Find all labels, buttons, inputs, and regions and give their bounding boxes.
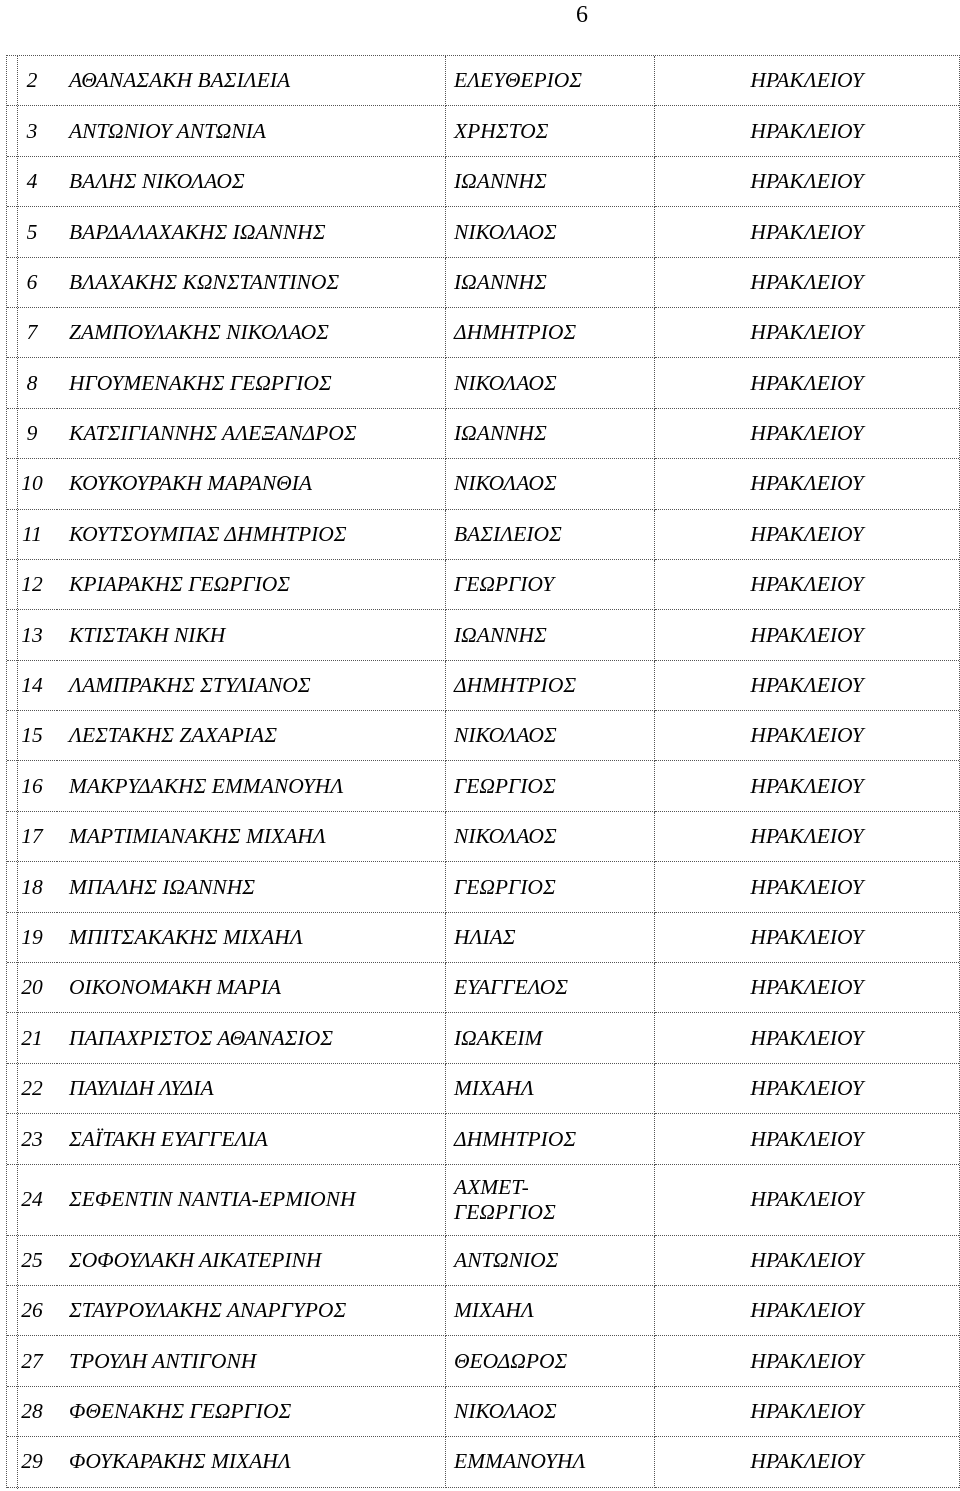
city-cell: ΗΡΑΚΛΕΙΟΥ — [655, 106, 960, 156]
row-number: 24 — [7, 1164, 57, 1235]
father-name-cell: ΙΩΑΝΝΗΣ — [446, 156, 655, 206]
row-number: 21 — [7, 1013, 57, 1063]
father-name-cell: ΙΩΑΝΝΗΣ — [446, 257, 655, 307]
page-number: 6 — [576, 2, 588, 28]
row-number: 20 — [7, 963, 57, 1013]
father-name-cell: ΙΩΑΚΕΙΜ — [446, 1013, 655, 1063]
father-name-cell: ΝΙΚΟΛΑΟΣ — [446, 811, 655, 861]
row-number: 19 — [7, 912, 57, 962]
full-name-cell: ΠΑΥΛΙΔΗ ΛΥΔΙΑ — [57, 1063, 446, 1113]
roster-table-body — [7, 56, 959, 1487]
city-cell: ΗΡΑΚΛΕΙΟΥ — [655, 610, 960, 660]
city-cell: ΗΡΑΚΛΕΙΟΥ — [655, 1336, 960, 1386]
row-number: 27 — [7, 1336, 57, 1386]
city-cell: ΗΡΑΚΛΕΙΟΥ — [655, 1013, 960, 1063]
row-number: 29 — [7, 1437, 57, 1487]
full-name-cell: ΚΟΥΚΟΥΡΑΚΗ ΜΑΡΑΝΘΙΑ — [57, 459, 446, 509]
row-number: 17 — [7, 811, 57, 861]
city-cell: ΗΡΑΚΛΕΙΟΥ — [655, 257, 960, 307]
table-row — [7, 1114, 959, 1164]
city-cell: ΗΡΑΚΛΕΙΟΥ — [655, 559, 960, 609]
row-number: 7 — [7, 307, 57, 357]
city-cell: ΗΡΑΚΛΕΙΟΥ — [655, 1437, 960, 1487]
full-name-cell: ΜΠΙΤΣΑΚΑΚΗΣ ΜΙΧΑΗΛ — [57, 912, 446, 962]
table-row — [7, 1386, 959, 1436]
table-row — [7, 912, 959, 962]
city-cell: ΗΡΑΚΛΕΙΟΥ — [655, 509, 960, 559]
father-name-cell: ΓΕΩΡΓΙΟΥ — [446, 559, 655, 609]
row-number: 23 — [7, 1114, 57, 1164]
city-cell: ΗΡΑΚΛΕΙΟΥ — [655, 358, 960, 408]
city-cell: ΗΡΑΚΛΕΙΟΥ — [655, 1114, 960, 1164]
city-cell: ΗΡΑΚΛΕΙΟΥ — [655, 408, 960, 458]
table-row — [7, 610, 959, 660]
table-row — [7, 559, 959, 609]
row-number: 5 — [7, 207, 57, 257]
table-row — [7, 56, 959, 106]
city-cell: ΗΡΑΚΛΕΙΟΥ — [655, 1235, 960, 1285]
father-name-cell: ΒΑΣΙΛΕΙΟΣ — [446, 509, 655, 559]
city-cell: ΗΡΑΚΛΕΙΟΥ — [655, 307, 960, 357]
city-cell: ΗΡΑΚΛΕΙΟΥ — [655, 459, 960, 509]
city-cell: ΗΡΑΚΛΕΙΟΥ — [655, 56, 960, 106]
table-row — [7, 711, 959, 761]
city-cell: ΗΡΑΚΛΕΙΟΥ — [655, 156, 960, 206]
row-number: 9 — [7, 408, 57, 458]
full-name-cell: ΜΠΑΛΗΣ ΙΩΑΝΝΗΣ — [57, 862, 446, 912]
father-name-cell: ΜΙΧΑΗΛ — [446, 1285, 655, 1335]
row-number: 3 — [7, 106, 57, 156]
row-number: 8 — [7, 358, 57, 408]
full-name-cell: ΠΑΠΑΧΡΙΣΤΟΣ ΑΘΑΝΑΣΙΟΣ — [57, 1013, 446, 1063]
row-number: 25 — [7, 1235, 57, 1285]
full-name-cell: ΦΘΕΝΑΚΗΣ ΓΕΩΡΓΙΟΣ — [57, 1386, 446, 1436]
row-number: 15 — [7, 711, 57, 761]
full-name-cell: ΛΕΣΤΑΚΗΣ ΖΑΧΑΡΙΑΣ — [57, 711, 446, 761]
full-name-cell: ΒΑΡΔΑΛΑΧΑΚΗΣ ΙΩΑΝΝΗΣ — [57, 207, 446, 257]
full-name-cell: ΑΘΑΝΑΣΑΚΗ ΒΑΣΙΛΕΙΑ — [57, 56, 446, 106]
row-number: 12 — [7, 559, 57, 609]
row-number: 11 — [7, 509, 57, 559]
father-name-cell: ΝΙΚΟΛΑΟΣ — [446, 459, 655, 509]
city-cell: ΗΡΑΚΛΕΙΟΥ — [655, 761, 960, 811]
father-name-cell: ΝΙΚΟΛΑΟΣ — [446, 358, 655, 408]
father-name-cell: ΕΜΜΑΝΟΥΗΛ — [446, 1437, 655, 1487]
father-name-cell: ΕΥΑΓΓΕΛΟΣ — [446, 963, 655, 1013]
father-name-cell: ΔΗΜΗΤΡΙΟΣ — [446, 307, 655, 357]
full-name-cell: ΤΡΟΥΛΗ ΑΝΤΙΓΟΝΗ — [57, 1336, 446, 1386]
city-cell: ΗΡΑΚΛΕΙΟΥ — [655, 711, 960, 761]
father-name-cell: ΝΙΚΟΛΑΟΣ — [446, 1386, 655, 1436]
father-name-cell: ΑΝΤΩΝΙΟΣ — [446, 1235, 655, 1285]
table-row — [7, 358, 959, 408]
roster-table — [6, 55, 960, 1488]
row-number: 28 — [7, 1386, 57, 1436]
table-row — [7, 1235, 959, 1285]
table-row — [7, 1336, 959, 1386]
table-row — [7, 1063, 959, 1113]
father-name-cell: ΗΛΙΑΣ — [446, 912, 655, 962]
father-name-cell: ΝΙΚΟΛΑΟΣ — [446, 207, 655, 257]
city-cell: ΗΡΑΚΛΕΙΟΥ — [655, 1386, 960, 1436]
full-name-cell: ΣΤΑΥΡΟΥΛΑΚΗΣ ΑΝΑΡΓΥΡΟΣ — [57, 1285, 446, 1335]
table-row — [7, 307, 959, 357]
full-name-cell: ΦΟΥΚΑΡΑΚΗΣ ΜΙΧΑΗΛ — [57, 1437, 446, 1487]
full-name-cell: ΑΝΤΩΝΙΟΥ ΑΝΤΩΝΙΑ — [57, 106, 446, 156]
table-row — [7, 106, 959, 156]
table-row — [7, 1164, 959, 1235]
city-cell: ΗΡΑΚΛΕΙΟΥ — [655, 862, 960, 912]
table-row — [7, 761, 959, 811]
full-name-cell: ΣΟΦΟΥΛΑΚΗ ΑΙΚΑΤΕΡΙΝΗ — [57, 1235, 446, 1285]
table-row — [7, 207, 959, 257]
father-name-cell: ΙΩΑΝΝΗΣ — [446, 610, 655, 660]
city-cell: ΗΡΑΚΛΕΙΟΥ — [655, 207, 960, 257]
table-row — [7, 257, 959, 307]
table-row — [7, 862, 959, 912]
full-name-cell: ΣΑΪΤΑΚΗ ΕΥΑΓΓΕΛΙΑ — [57, 1114, 446, 1164]
row-number: 16 — [7, 761, 57, 811]
city-cell: ΗΡΑΚΛΕΙΟΥ — [655, 912, 960, 962]
father-name-cell: ΓΕΩΡΓΙΟΣ — [446, 761, 655, 811]
table-row — [7, 509, 959, 559]
full-name-cell: ΚΑΤΣΙΓΙΑΝΝΗΣ ΑΛΕΞΑΝΔΡΟΣ — [57, 408, 446, 458]
father-name-cell: ΜΙΧΑΗΛ — [446, 1063, 655, 1113]
father-name-text: ΑΧΜΕΤ-ΓΕΩΡΓΙΟΣ — [454, 1174, 556, 1224]
full-name-cell: ΚΤΙΣΤΑΚΗ ΝΙΚΗ — [57, 610, 446, 660]
row-number: 18 — [7, 862, 57, 912]
full-name-cell: ΒΛΑΧΑΚΗΣ ΚΩΝΣΤΑΝΤΙΝΟΣ — [57, 257, 446, 307]
row-number: 4 — [7, 156, 57, 206]
table-row — [7, 1285, 959, 1335]
row-number: 26 — [7, 1285, 57, 1335]
full-name-cell: ΚΡΙΑΡΑΚΗΣ ΓΕΩΡΓΙΟΣ — [57, 559, 446, 609]
table-row — [7, 660, 959, 710]
father-name-cell: ΝΙΚΟΛΑΟΣ — [446, 711, 655, 761]
father-name-cell: ΘΕΟΔΩΡΟΣ — [446, 1336, 655, 1386]
full-name-cell: ΛΑΜΠΡΑΚΗΣ ΣΤΥΛΙΑΝΟΣ — [57, 660, 446, 710]
full-name-cell: ΖΑΜΠΟΥΛΑΚΗΣ ΝΙΚΟΛΑΟΣ — [57, 307, 446, 357]
city-cell: ΗΡΑΚΛΕΙΟΥ — [655, 1063, 960, 1113]
city-cell: ΗΡΑΚΛΕΙΟΥ — [655, 963, 960, 1013]
row-number: 14 — [7, 660, 57, 710]
city-cell: ΗΡΑΚΛΕΙΟΥ — [655, 1164, 960, 1235]
father-name-cell — [446, 1164, 655, 1235]
father-name-cell: ΙΩΑΝΝΗΣ — [446, 408, 655, 458]
father-name-cell: ΓΕΩΡΓΙΟΣ — [446, 862, 655, 912]
table-row — [7, 963, 959, 1013]
full-name-cell: ΜΑΡΤΙΜΙΑΝΑΚΗΣ ΜΙΧΑΗΛ — [57, 811, 446, 861]
full-name-cell: ΜΑΚΡΥΔΑΚΗΣ ΕΜΜΑΝΟΥΗΛ — [57, 761, 446, 811]
full-name-cell: ΚΟΥΤΣΟΥΜΠΑΣ ΔΗΜΗΤΡΙΟΣ — [57, 509, 446, 559]
city-cell: ΗΡΑΚΛΕΙΟΥ — [655, 811, 960, 861]
full-name-cell: ΒΑΛΗΣ ΝΙΚΟΛΑΟΣ — [57, 156, 446, 206]
full-name-cell: ΗΓΟΥΜΕΝΑΚΗΣ ΓΕΩΡΓΙΟΣ — [57, 358, 446, 408]
table-row — [7, 1013, 959, 1063]
row-number: 13 — [7, 610, 57, 660]
father-name-cell: ΔΗΜΗΤΡΙΟΣ — [446, 1114, 655, 1164]
father-name-cell: ΔΗΜΗΤΡΙΟΣ — [446, 660, 655, 710]
row-number: 2 — [7, 56, 57, 106]
full-name-cell: ΣΕΦΕΝΤΙΝ ΝΑΝΤΙΑ-ΕΡΜΙΟΝΗ — [57, 1164, 446, 1235]
full-name-cell: ΟΙΚΟΝΟΜΑΚΗ ΜΑΡΙΑ — [57, 963, 446, 1013]
table-row — [7, 1437, 959, 1487]
row-number: 22 — [7, 1063, 57, 1113]
table-row — [7, 408, 959, 458]
father-name-cell: ΕΛΕΥΘΕΡΙΟΣ — [446, 56, 655, 106]
table-row — [7, 459, 959, 509]
city-cell: ΗΡΑΚΛΕΙΟΥ — [655, 660, 960, 710]
city-cell: ΗΡΑΚΛΕΙΟΥ — [655, 1285, 960, 1335]
table-row — [7, 156, 959, 206]
table-row — [7, 811, 959, 861]
father-name-cell: ΧΡΗΣΤΟΣ — [446, 106, 655, 156]
row-number: 6 — [7, 257, 57, 307]
row-number: 10 — [7, 459, 57, 509]
